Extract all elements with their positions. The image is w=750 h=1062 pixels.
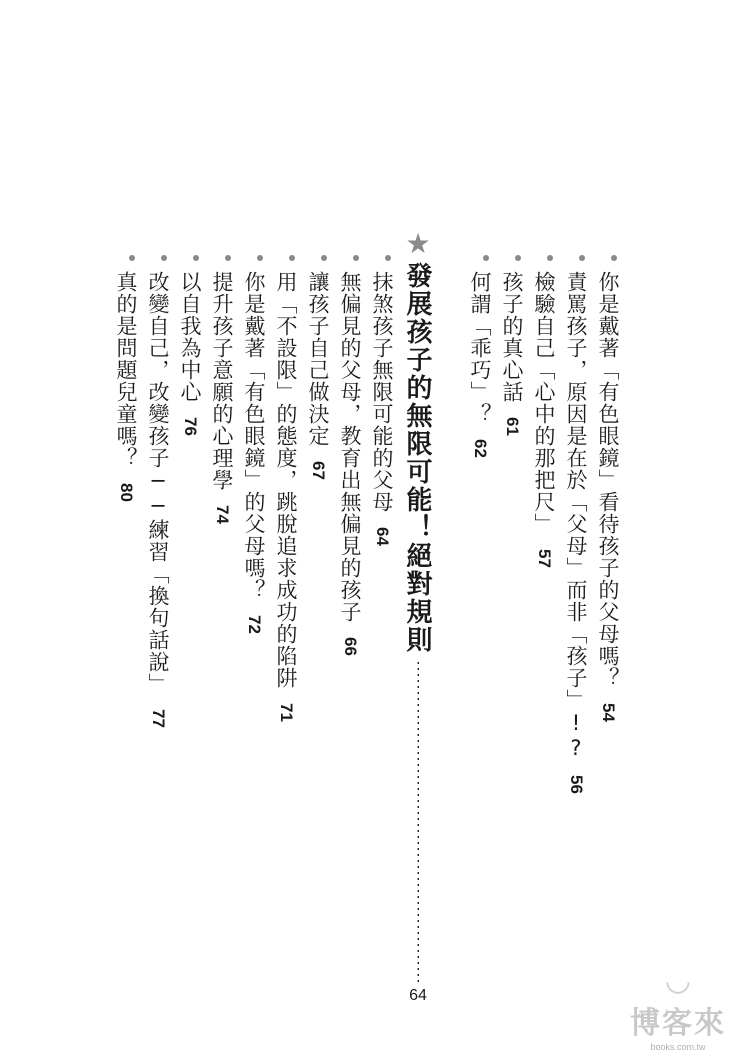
bullet-icon [257, 255, 263, 261]
toc-item-page: 72 [245, 615, 264, 634]
toc-item-text: 提升孩子意願的心理學 [210, 271, 234, 491]
toc-item-text: 用「不設限」的態度，跳脫追求成功的陷阱 [274, 271, 298, 689]
toc-item[interactable] [563, 255, 589, 794]
bullet-icon [385, 255, 391, 261]
toc-item-text: 孩子的真心話 [500, 271, 524, 403]
toc-item-page: 62 [471, 439, 490, 458]
toc-item-page: 57 [535, 549, 554, 568]
bullet-icon [321, 255, 327, 261]
toc-item-text: 檢驗自己「心中的那把尺」 [532, 271, 556, 535]
chapter-page: 64 [409, 987, 427, 1004]
toc-item[interactable] [241, 255, 267, 634]
bullet-icon [483, 255, 489, 261]
bullet-icon [515, 255, 521, 261]
toc-item-page: 66 [341, 637, 360, 656]
toc-item-text: 真的是問題兒童嗎？ [114, 271, 138, 469]
bullet-icon [547, 255, 553, 261]
toc-item-text: 改變自己，改變孩子──練習「換句話說」 [146, 271, 170, 695]
toc-item-page: 61 [503, 417, 522, 436]
toc-item[interactable] [531, 255, 557, 568]
bullet-icon [579, 255, 585, 261]
bullet-icon [193, 255, 199, 261]
bullet-icon [161, 255, 167, 261]
bullet-icon [225, 255, 231, 261]
toc-item[interactable] [273, 255, 299, 722]
toc-item-page: 67 [309, 461, 328, 480]
toc-item[interactable] [369, 255, 395, 546]
toc-item-text: 讓孩子自己做決定 [306, 271, 330, 447]
toc-item[interactable] [467, 255, 493, 458]
chapter-title: 發展孩子的無限可能！絕對規則 [402, 262, 432, 654]
toc-item[interactable] [177, 255, 203, 436]
toc-item[interactable] [305, 255, 331, 480]
toc-item-page: 56 [567, 775, 586, 794]
toc-item-text: 你是戴著「有色眼鏡」的父母嗎？ [242, 271, 266, 601]
watermark [618, 963, 738, 1052]
toc-item-page: 77 [149, 709, 168, 728]
dot-leader [417, 660, 419, 985]
toc-item-page: 71 [277, 703, 296, 722]
toc-item-text: 責罵孩子，原因是在於「父母」而非「孩子」!? [564, 271, 588, 761]
watermark-text: 博客來 [630, 1006, 726, 1041]
toc-item[interactable] [113, 255, 139, 502]
bullet-icon [289, 255, 295, 261]
toc-item[interactable] [145, 255, 171, 728]
smile-logo-icon: ◡ [664, 963, 692, 998]
chapter-heading[interactable] [400, 227, 436, 1004]
bullet-icon [353, 255, 359, 261]
toc-item-text: 何謂「乖巧」？ [468, 271, 492, 425]
toc-item-page: 76 [181, 417, 200, 436]
toc-item-page: 54 [599, 703, 618, 722]
star-icon: ★ [405, 227, 431, 260]
toc-item-text: 以自我為中心 [178, 271, 202, 403]
toc-item-page: 74 [213, 505, 232, 524]
watermark-url: books.com.tw [650, 1042, 706, 1052]
toc-item-text: 無偏見的父母，教育出無偏見的孩子 [338, 271, 362, 623]
toc-item-text: 你是戴著「有色眼鏡」看待孩子的父母嗎？ [596, 271, 620, 689]
toc-item-page: 64 [373, 527, 392, 546]
bullet-icon [611, 255, 617, 261]
toc-item[interactable] [337, 255, 363, 656]
toc-item[interactable] [209, 255, 235, 524]
toc-item[interactable] [499, 255, 525, 436]
bullet-icon [129, 255, 135, 261]
toc-item-text: 抹煞孩子無限可能的父母 [370, 271, 394, 513]
toc-item[interactable] [595, 255, 621, 722]
toc-item-page: 80 [117, 483, 136, 502]
